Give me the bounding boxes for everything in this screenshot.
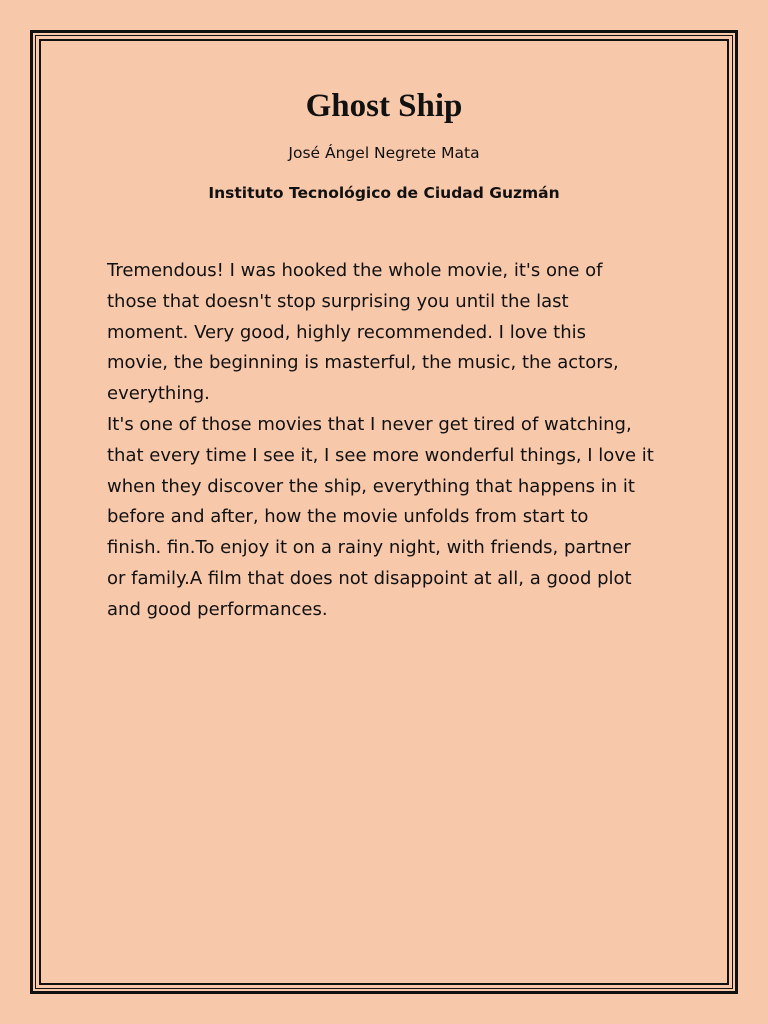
review-line: everything. [107,383,210,405]
review-line: that every time I see it, I see more wonderful things, I love it [107,444,654,466]
review-line: moment. Very good, highly recommended. I love this [107,321,587,343]
review-line: movie, the beginning is masterful, the music, the actors, [107,352,619,374]
document-title: Ghost Ship [305,88,463,124]
review-line: finish. fin.To enjoy it on a rainy night, with friends, partner [107,537,631,559]
review-line: those that doesn't stop surprising you until the last [107,290,569,312]
institution-name: Instituto Tecnológico de Ciudad Guzmán [208,184,560,202]
review-line: or family.A film that does not disappoint at all, a good plot [107,567,632,589]
review-line: before and after, how the movie unfolds from start to [107,506,589,528]
review-body [107,256,677,626]
review-line: Tremendous! I was hooked the whole movie, it's one of [107,260,603,281]
author-name: José Ángel Negrete Mata [288,144,480,162]
review-line: and good performances. [107,598,328,620]
review-line: It's one of those movies that I never get tired of watching, [107,413,632,435]
review-line: when they discover the ship, everything that happens in it [107,475,635,497]
